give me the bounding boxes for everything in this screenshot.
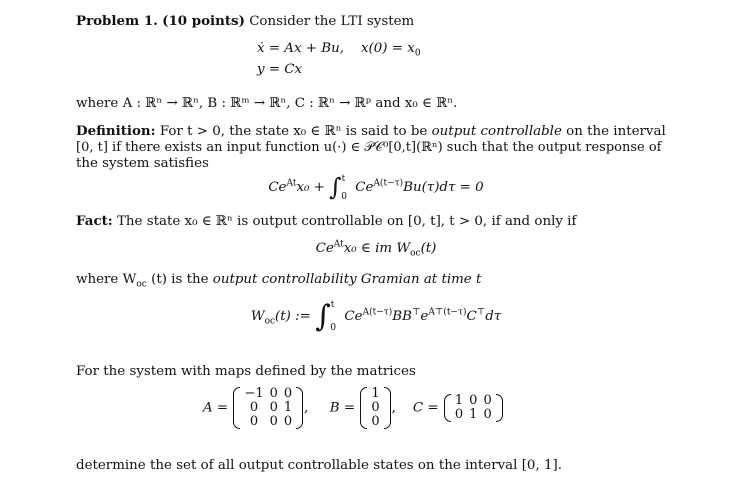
integral-sign: ∫ <box>315 299 331 334</box>
matrix-a-entry: 1 <box>283 400 293 415</box>
matrix-a-entry: 0 <box>269 414 278 429</box>
definition-line-1: Definition: For t > 0, the state x₀ ∈ ℝⁿ is said to be output controllable on the interval <box>76 123 666 139</box>
matrix-a-entry: 0 <box>249 400 259 415</box>
output-condition-equation: $Ce^{At}x_0 + \int^t_0$ $Ce^{A(t-\tau)}Bu(\tau)d\tau = 0$ <box>268 173 484 202</box>
output-equation: y = Cx <box>257 62 303 77</box>
matrix-b-entry: 0 <box>371 414 380 429</box>
matrix-a-entry: 0 <box>283 386 293 401</box>
matrix-a-entry: 0 <box>249 414 259 429</box>
fact-label: Fact: <box>76 213 113 229</box>
integral-sign: ∫ <box>329 173 342 201</box>
problem-statement <box>76 13 414 30</box>
output-controllable-term: output controllable <box>431 124 562 139</box>
matrix-c-entry: 0 <box>483 393 492 408</box>
matrix-a-entry: 0 <box>269 400 278 415</box>
fact-equation: $Ce^{At}x_0$ ∈ im $W_{oc}(t)$ <box>315 239 437 259</box>
maps-description: where A : ℝⁿ → ℝⁿ, B : ℝᵐ → ℝⁿ, C : ℝⁿ → ℝᵖ and x₀ ∈ ℝⁿ. <box>76 96 458 111</box>
fact-statement: Fact: The state x₀ ∈ ℝⁿ is output controllable on [0, t], t > 0, if and only if <box>76 213 577 229</box>
problem-heading: Problem 1. <box>76 13 158 29</box>
gramian-description: where $W_{oc}$ (t) is the output controllability Gramian at time t <box>76 272 482 290</box>
matrix-c <box>443 394 504 422</box>
matrix-c-entry: 0 <box>483 407 492 422</box>
definition-line-3: the system satisfies <box>76 156 209 171</box>
matrix-a-entry: 0 <box>283 414 293 429</box>
matrix-c-label: C = <box>412 400 439 416</box>
matrices-intro: For the system with maps defined by the matrices <box>76 364 416 379</box>
matrix-c-entry: 0 <box>469 393 478 408</box>
state-equation: ẋ = Ax + Bu, $x(0) = x_0$ <box>257 41 421 59</box>
matrix-a-entry: 0 <box>269 386 278 401</box>
gramian-equation: $W_{oc}(t)$ := ∫$^t_0$ $Ce^{A(t-\tau)}BB^⊤e^{A⊤(t-\tau)}C^⊤d\tau$ <box>250 299 502 334</box>
matrix-c-entry: 1 <box>469 407 478 422</box>
matrix-c-entry: 1 <box>454 393 464 408</box>
matrix-a-entry: −1 <box>244 386 264 401</box>
problem-points: (10 points) <box>162 13 245 29</box>
matrix-b-label: B = <box>329 400 356 416</box>
definition-line-2: [0, t] if there exists an input function u(·) ∈ 𝒫𝒞⁰[0,t](ℝⁿ) such that the output response of <box>76 140 662 155</box>
matrix-a <box>232 387 304 429</box>
matrix-b-entry: 1 <box>371 386 380 401</box>
system-matrices: A = −1 0 0 0 0 1 0 0 0 , B = 1 0 0 , C = 1 0 0 0 1 0 <box>203 387 504 429</box>
definition-label: Definition: <box>76 123 156 139</box>
gramian-term: output controllability Gramian at time t <box>212 272 482 287</box>
matrix-b-entry: 0 <box>371 400 380 415</box>
problem-intro: Consider the LTI system <box>249 14 415 29</box>
matrix-c-entry: 0 <box>454 407 464 422</box>
matrix-a-label: A = <box>203 400 229 416</box>
matrix-b <box>359 387 391 429</box>
task-statement: determine the set of all output controllable states on the interval [0, 1]. <box>76 458 562 473</box>
